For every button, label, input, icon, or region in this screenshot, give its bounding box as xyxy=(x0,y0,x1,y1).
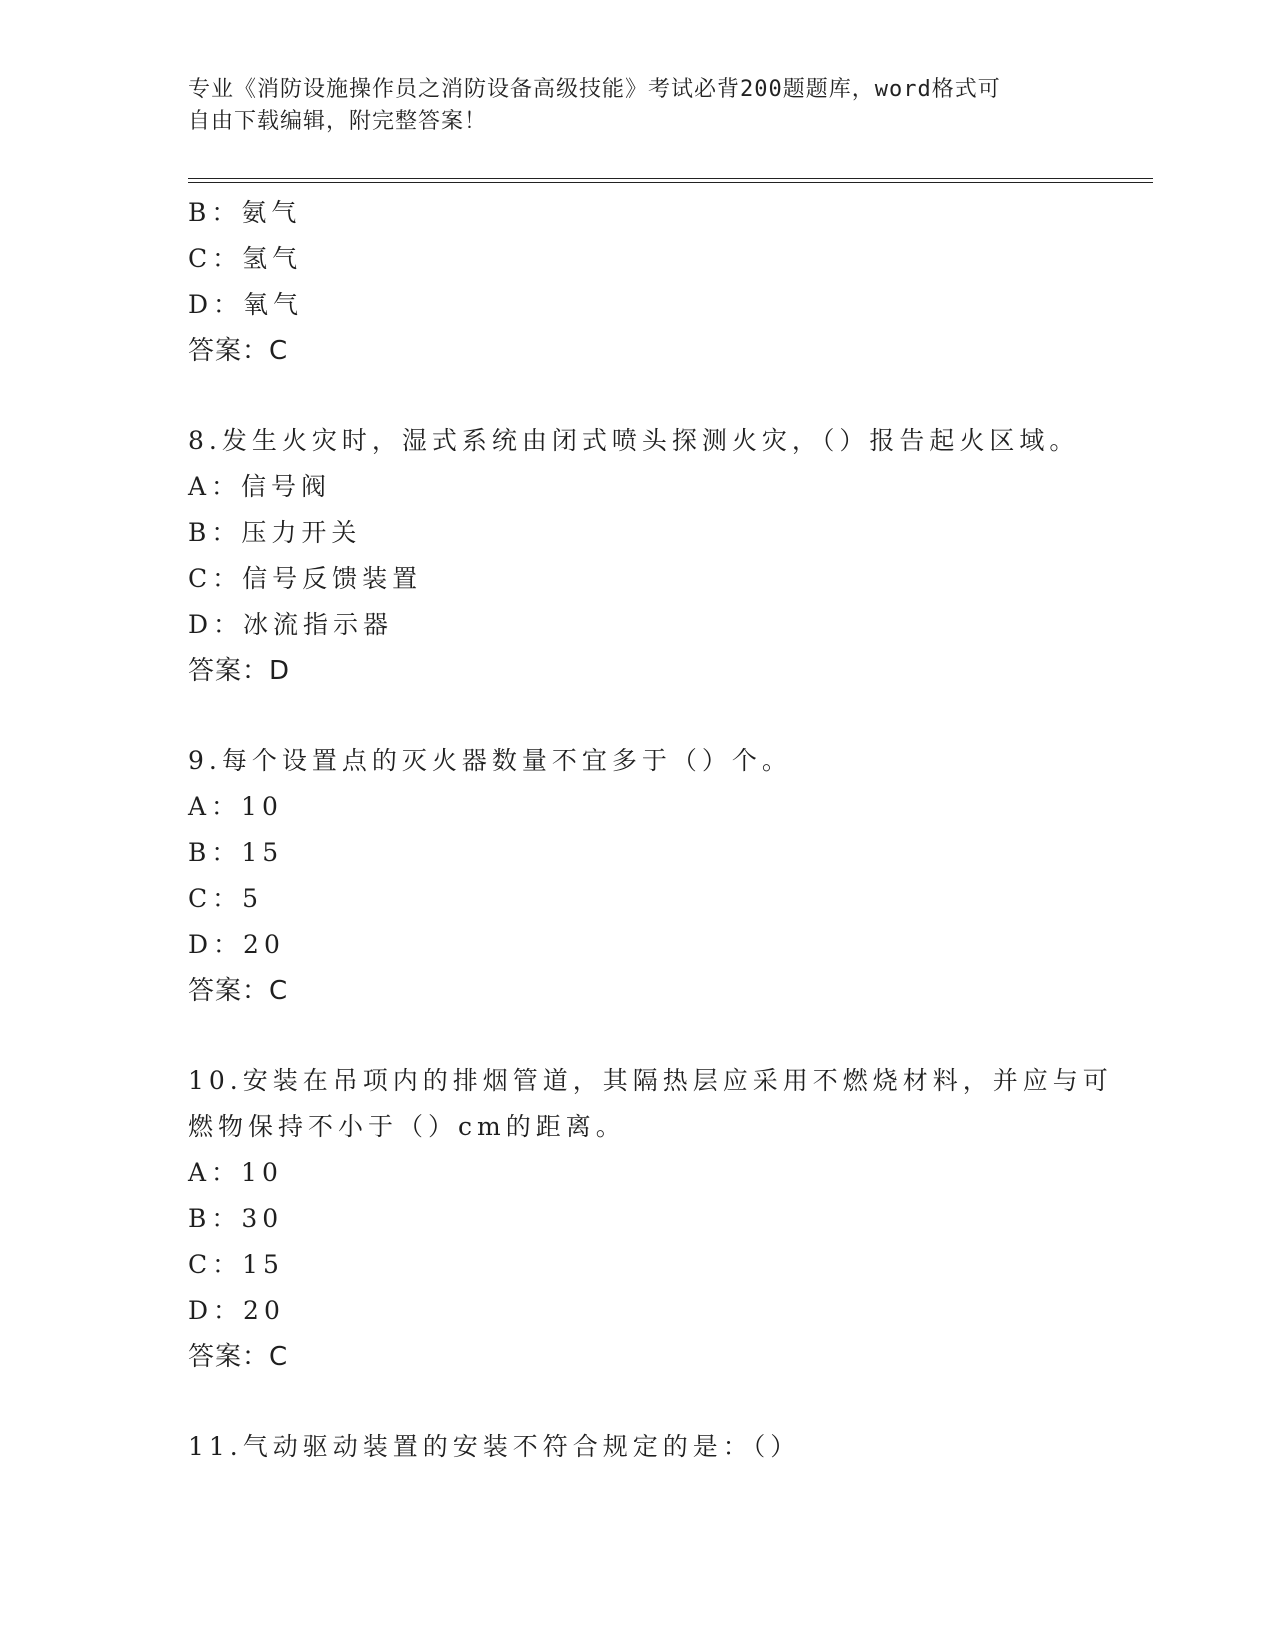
question-7 xyxy=(188,190,1088,374)
option-c: C：氢气 xyxy=(188,244,303,273)
question-list xyxy=(188,190,1113,1470)
option-c: C：信号反馈装置 xyxy=(188,564,423,593)
option-d: D：20 xyxy=(188,930,285,959)
question-stem-line-2: 燃物保持不小于（）cm的距离。 xyxy=(188,1112,626,1141)
question-10 xyxy=(188,1058,1113,1380)
option-b: B：15 xyxy=(188,838,284,867)
option-a: A：信号阀 xyxy=(188,472,332,501)
answer: 答案：C xyxy=(188,976,289,1006)
answer: 答案：C xyxy=(188,1342,289,1372)
spacer xyxy=(188,1014,1088,1058)
header-title-line-2: 自由下载编辑，附完整答案！ xyxy=(188,109,488,134)
answer: 答案：D xyxy=(188,656,291,686)
answer: 答案：C xyxy=(188,336,289,366)
option-c: C：15 xyxy=(188,1250,284,1279)
header-divider-top xyxy=(188,178,1153,179)
document-header xyxy=(188,74,1088,138)
question-9 xyxy=(188,738,1088,1014)
option-d: D：氧气 xyxy=(188,290,304,319)
option-b: B：氨气 xyxy=(188,198,302,227)
option-d: D：冰流指示器 xyxy=(188,610,394,639)
option-a: A：10 xyxy=(188,1158,283,1187)
question-stem: 8.发生火灾时，湿式系统由闭式喷头探测火灾，（）报告起火区域。 xyxy=(188,426,1080,455)
option-b: B：30 xyxy=(188,1204,284,1233)
question-stem-line-1: 10.安装在吊项内的排烟管道，其隔热层应采用不燃烧材料，并应与可 xyxy=(188,1066,1113,1095)
option-a: A：10 xyxy=(188,792,283,821)
spacer xyxy=(188,1380,1088,1424)
header-divider-bottom xyxy=(188,182,1153,183)
question-stem: 9.每个设置点的灭火器数量不宜多于（）个。 xyxy=(188,746,792,775)
question-11 xyxy=(188,1424,1088,1470)
option-b: B：压力开关 xyxy=(188,518,362,547)
question-stem: 11.气动驱动装置的安装不符合规定的是：（） xyxy=(188,1432,801,1461)
option-d: D：20 xyxy=(188,1296,285,1325)
spacer xyxy=(188,694,1088,738)
spacer xyxy=(188,374,1088,418)
question-8 xyxy=(188,418,1088,694)
option-c: C：5 xyxy=(188,884,264,913)
header-title-line-1: 专业《消防设施操作员之消防设备高级技能》考试必背200题题库，word格式可 xyxy=(188,77,1001,102)
